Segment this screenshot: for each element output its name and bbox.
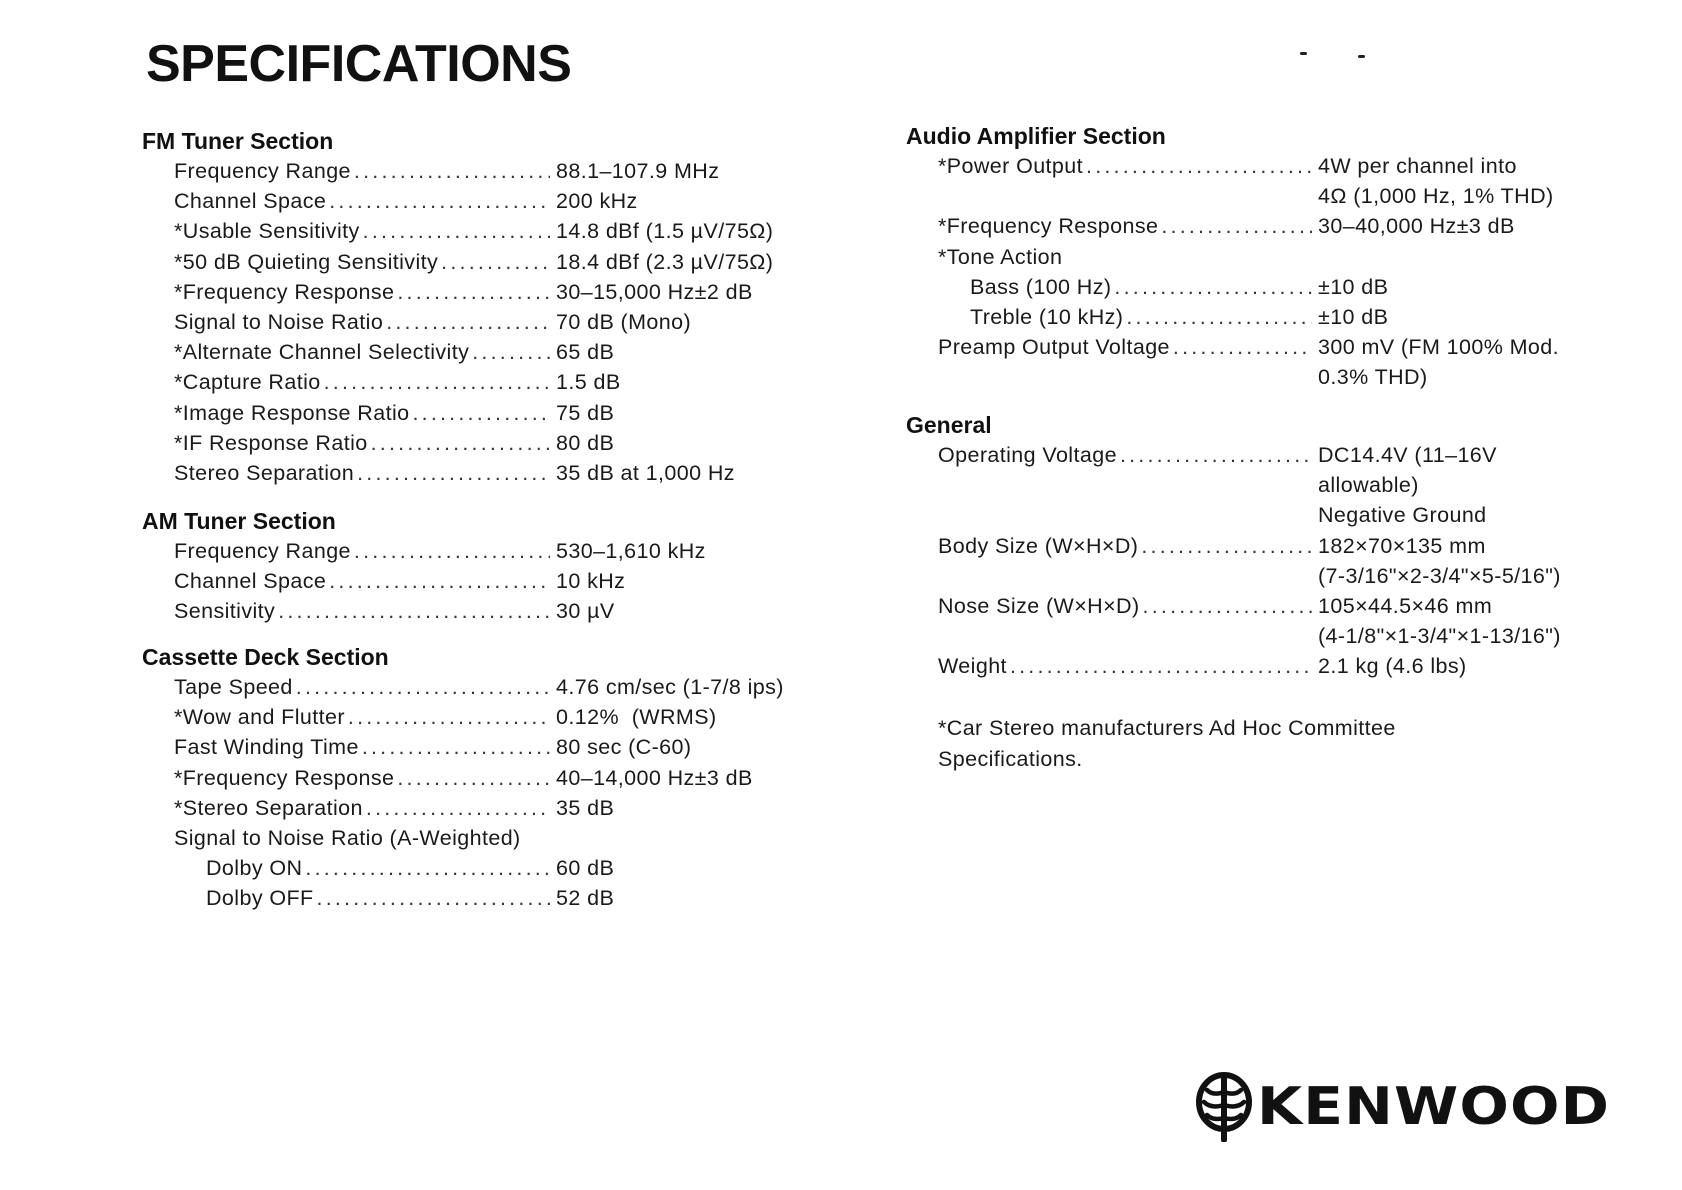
spec-row xyxy=(906,531,1561,561)
spec-label: Channel Space xyxy=(174,189,327,214)
page-title: SPECIFICATIONS xyxy=(146,35,572,93)
brand-name: KENWOOD xyxy=(1257,1077,1611,1137)
spec-row xyxy=(142,763,784,793)
spec-label: *Power Output xyxy=(938,154,1084,178)
cassette-deck-section xyxy=(142,642,784,914)
spec-value: 4W per channel into xyxy=(1318,154,1517,178)
spec-value: 10 kHz xyxy=(556,569,626,594)
spec-value: 200 kHz xyxy=(556,189,638,214)
section-heading: Cassette Deck Section xyxy=(142,644,389,670)
footnote: *Car Stereo manufacturers Ad Hoc Committee Specifications. xyxy=(938,716,1396,771)
spec-value: 35 dB at 1,000 Hz xyxy=(556,461,735,486)
audio-amplifier-section xyxy=(906,121,1559,393)
spec-label: *Capture Ratio xyxy=(174,370,321,395)
spec-row xyxy=(142,702,784,732)
spec-row xyxy=(142,428,773,458)
spec-group-row xyxy=(142,823,784,853)
spec-row xyxy=(142,853,784,883)
spec-value: DC14.4V (11–16V xyxy=(1318,443,1497,467)
spec-value: 60 dB xyxy=(556,856,615,881)
spec-row xyxy=(906,332,1559,362)
spec-label: *Usable Sensitivity xyxy=(174,219,360,244)
spec-label: *Alternate Channel Selectivity xyxy=(174,340,470,365)
spec-label: Dolby ON xyxy=(206,856,303,881)
spec-label: Channel Space xyxy=(174,569,327,594)
spec-value: 80 sec (C-60) xyxy=(556,735,692,760)
spec-label: *Stereo Separation xyxy=(174,795,363,820)
spec-label: *Tone Action xyxy=(938,244,1063,269)
spec-value: allowable) xyxy=(1318,473,1419,498)
spec-value: 70 dB (Mono) xyxy=(556,310,692,335)
section-heading: Audio Amplifier Section xyxy=(906,123,1166,149)
spec-label: Sensitivity xyxy=(174,599,276,624)
spec-label: *Frequency Response xyxy=(938,214,1159,239)
spec-value: 30 µV xyxy=(556,599,615,624)
spec-value: 40–14,000 Hz±3 dB xyxy=(556,765,753,790)
spec-value: 1.5 dB xyxy=(556,370,621,395)
spec-label: Treble (10 kHz) xyxy=(970,305,1124,330)
kenwood-leaf-logo-icon xyxy=(1195,1072,1253,1142)
spec-value: 30–15,000 Hz±2 dB xyxy=(556,279,753,304)
spec-label: Stereo Separation xyxy=(174,461,355,486)
spec-row xyxy=(142,307,773,337)
spec-value: 65 dB xyxy=(556,340,615,365)
spec-row xyxy=(906,440,1561,470)
spec-row xyxy=(906,211,1559,241)
spec-label: Body Size (W×H×D) xyxy=(938,533,1139,558)
spec-row xyxy=(142,458,773,488)
spec-label: Weight xyxy=(938,654,1007,679)
spec-row xyxy=(142,732,784,762)
spec-label: Signal to Noise Ratio (A-Weighted) xyxy=(174,826,521,851)
spec-value: 2.1 kg (4.6 lbs) xyxy=(1318,654,1467,679)
spec-row xyxy=(906,591,1561,621)
spec-label: *Frequency Response xyxy=(174,279,395,304)
spec-row xyxy=(142,398,773,428)
spec-label: Bass (100 Hz) xyxy=(970,274,1112,299)
spec-value: 30–40,000 Hz±3 dB xyxy=(1318,214,1515,239)
spec-row xyxy=(142,247,773,277)
spec-row xyxy=(142,277,773,307)
spec-value: Negative Ground xyxy=(1318,503,1487,528)
spec-label: *Wow and Flutter xyxy=(174,705,345,730)
spec-value: 105×44.5×46 mm xyxy=(1318,594,1493,619)
spec-row xyxy=(142,156,773,186)
spec-row xyxy=(142,367,773,397)
spec-value: 530–1,610 kHz xyxy=(556,539,706,563)
spec-row xyxy=(142,672,784,702)
spec-row xyxy=(142,596,706,626)
spec-group-row xyxy=(906,242,1559,272)
spec-label: Tape Speed xyxy=(174,675,293,699)
spec-value: 4.76 cm/sec (1-7/8 ips) xyxy=(556,675,784,699)
section-heading: General xyxy=(906,412,992,438)
spec-label: Dolby OFF xyxy=(206,886,314,911)
spec-value: 75 dB xyxy=(556,400,615,425)
section-heading: FM Tuner Section xyxy=(142,128,334,154)
general-section xyxy=(906,410,1561,682)
spec-value: 18.4 dBf (2.3 µV/75Ω) xyxy=(556,249,774,274)
spec-row xyxy=(142,793,784,823)
spec-row xyxy=(906,151,1559,181)
spec-value: ±10 dB xyxy=(1318,305,1389,330)
spec-label: Frequency Range xyxy=(174,539,351,563)
spec-value: 4Ω (1,000 Hz, 1% THD) xyxy=(1318,184,1554,209)
section-heading: AM Tuner Section xyxy=(142,508,336,534)
spec-value: 14.8 dBf (1.5 µV/75Ω) xyxy=(556,219,774,244)
fm-tuner-section xyxy=(142,126,773,488)
spec-row-continuation xyxy=(906,621,1561,651)
spec-row xyxy=(142,566,706,596)
spec-row xyxy=(906,651,1561,681)
spec-label: Nose Size (W×H×D) xyxy=(938,594,1140,619)
spec-value: (4-1/8"×1-3/4"×1-13/16") xyxy=(1318,624,1561,649)
spec-value: 182×70×135 mm xyxy=(1318,533,1486,558)
spec-value: (7-3/16"×2-3/4"×5-5/16") xyxy=(1318,563,1561,588)
spec-label: *Frequency Response xyxy=(174,765,395,790)
spec-value: 80 dB xyxy=(556,430,615,455)
spec-value: 35 dB xyxy=(556,795,615,820)
spec-row xyxy=(142,883,784,913)
spec-value: 52 dB xyxy=(556,886,615,911)
spec-label: Preamp Output Voltage xyxy=(938,335,1170,360)
spec-label: Signal to Noise Ratio xyxy=(174,310,384,335)
spec-value: 88.1–107.9 MHz xyxy=(556,159,720,183)
spec-label: Frequency Range xyxy=(174,159,351,183)
spec-row-continuation xyxy=(906,500,1561,530)
spec-label: Fast Winding Time xyxy=(174,735,359,760)
spec-row xyxy=(906,272,1559,302)
spec-value: 300 mV (FM 100% Mod. xyxy=(1318,335,1560,360)
spec-row xyxy=(142,216,773,246)
spec-value: 0.12% (WRMS) xyxy=(556,705,717,730)
spec-row-continuation xyxy=(906,181,1559,211)
spec-row xyxy=(142,536,706,566)
spec-row-continuation xyxy=(906,470,1561,500)
spec-row xyxy=(142,337,773,367)
spec-value: 0.3% THD) xyxy=(1318,365,1428,390)
am-tuner-section xyxy=(142,506,706,627)
print-speck xyxy=(1358,55,1365,58)
spec-value: ±10 dB xyxy=(1318,274,1389,299)
spec-label: *IF Response Ratio xyxy=(174,430,368,455)
brand-logo xyxy=(1195,1072,1611,1142)
spec-row xyxy=(906,302,1559,332)
spec-label: Operating Voltage xyxy=(938,443,1117,467)
spec-row-continuation xyxy=(906,561,1561,591)
print-speck xyxy=(1300,52,1307,55)
spec-row-continuation xyxy=(906,362,1559,392)
spec-label: *Image Response Ratio xyxy=(174,400,410,425)
spec-row xyxy=(142,186,773,216)
spec-label: *50 dB Quieting Sensitivity xyxy=(174,249,439,274)
